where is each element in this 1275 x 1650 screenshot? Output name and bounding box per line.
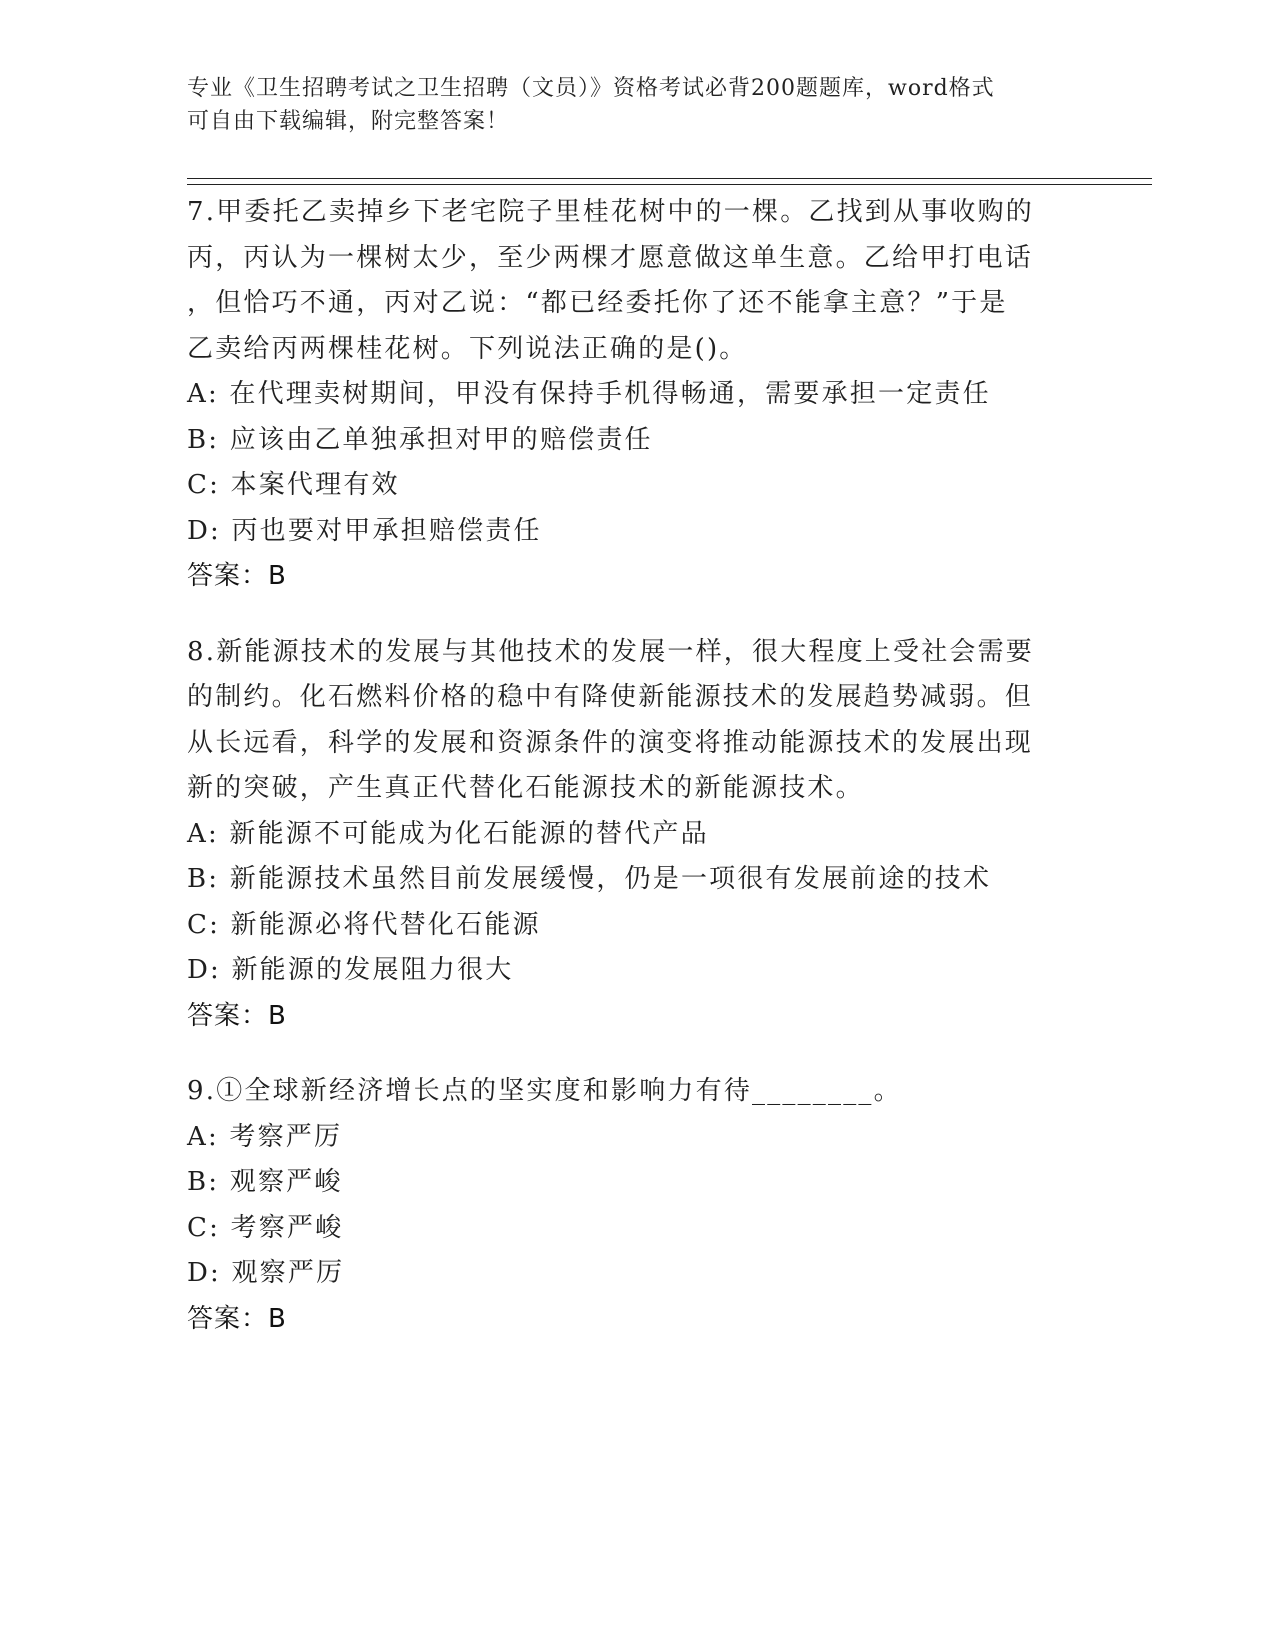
option-a — [187, 1115, 1067, 1161]
header-line-2: 可自由下载编辑，附完整答案！ — [187, 109, 510, 134]
option-text: 新能源不可能成为化石能源的替代产品 — [229, 818, 709, 849]
question-9 — [187, 1069, 1067, 1342]
stem-line: 的制约。化石燃料价格的稳中有降使新能源技术的发展趋势减弱。但 — [187, 682, 1034, 712]
question-8 — [187, 630, 1067, 1040]
option-c — [187, 463, 1067, 509]
question-list — [187, 190, 1067, 1372]
option-c — [187, 903, 1067, 949]
option-text: 在代理卖树期间，甲没有保持手机得畅通，需要承担一定责任 — [229, 379, 991, 409]
option-text: 考察严厉 — [229, 1121, 343, 1152]
option-key: D: — [187, 515, 222, 546]
option-text: 观察严峻 — [229, 1167, 343, 1197]
option-key: B: — [187, 424, 220, 455]
option-d — [187, 948, 1067, 994]
header-line-1: 专业《卫生招聘考试之卫生招聘（文员）》资格考试必背200题题库，word格式 — [187, 76, 995, 101]
option-c — [187, 1206, 1067, 1252]
stem-line: ，但恰巧不通，丙对乙说：“都已经委托你了还不能拿主意？”于是 — [187, 288, 1008, 318]
option-key: D: — [187, 1258, 222, 1288]
question-stem — [187, 1069, 1067, 1115]
option-b — [187, 418, 1067, 464]
option-key: A: — [187, 379, 219, 409]
option-key: C: — [187, 909, 221, 940]
option-text: 新能源技术虽然目前发展缓慢，仍是一项很有发展前途的技术 — [229, 864, 992, 894]
option-text: 新能源必将代替化石能源 — [230, 909, 541, 940]
option-b — [187, 1160, 1067, 1206]
option-key: C: — [187, 1212, 221, 1243]
stem-line: 新的突破，产生真正代替化石能源技术的新能源技术。 — [187, 773, 864, 803]
stem-line: 7.甲委托乙卖掉乡下老宅院子里桂花树中的一棵。乙找到从事收购的 — [187, 197, 1035, 227]
answer-line: 答案：B — [187, 1303, 287, 1334]
option-text: 考察严峻 — [230, 1212, 344, 1243]
stem-line: 乙卖给丙两棵桂花树。下列说法正确的是()。 — [187, 333, 748, 364]
option-text: 丙也要对甲承担赔偿责任 — [231, 515, 542, 546]
option-text: 本案代理有效 — [230, 470, 400, 500]
answer-line: 答案：B — [187, 561, 287, 591]
option-key: A: — [187, 818, 219, 849]
header-divider-top — [187, 178, 1152, 179]
option-key: C: — [187, 470, 221, 500]
option-text: 新能源的发展阻力很大 — [231, 955, 514, 985]
stem-line: 9.①全球新经济增长点的坚实度和影响力有待________。 — [187, 1076, 902, 1106]
option-a — [187, 812, 1067, 858]
option-key: B: — [187, 1167, 220, 1197]
stem-line: 8.新能源技术的发展与其他技术的发展一样，很大程度上受社会需要 — [187, 636, 1035, 667]
option-b — [187, 857, 1067, 903]
option-key: D: — [187, 955, 222, 985]
option-key: B: — [187, 864, 220, 894]
option-key: A: — [187, 1121, 219, 1152]
option-text: 观察严厉 — [231, 1258, 345, 1288]
question-stem — [187, 190, 1067, 372]
stem-line: 从长远看，科学的发展和资源条件的演变将推动能源技术的发展出现 — [187, 727, 1034, 758]
header-divider-bottom — [187, 184, 1152, 185]
stem-line: 丙，丙认为一棵树太少，至少两棵才愿意做这单生意。乙给甲打电话 — [187, 242, 1034, 273]
document-header — [187, 72, 1067, 138]
answer-line: 答案：B — [187, 1000, 287, 1031]
option-d — [187, 509, 1067, 555]
question-7 — [187, 190, 1067, 600]
option-text: 应该由乙单独承担对甲的赔偿责任 — [229, 424, 653, 455]
option-a — [187, 372, 1067, 418]
option-d — [187, 1251, 1067, 1297]
question-stem — [187, 630, 1067, 812]
